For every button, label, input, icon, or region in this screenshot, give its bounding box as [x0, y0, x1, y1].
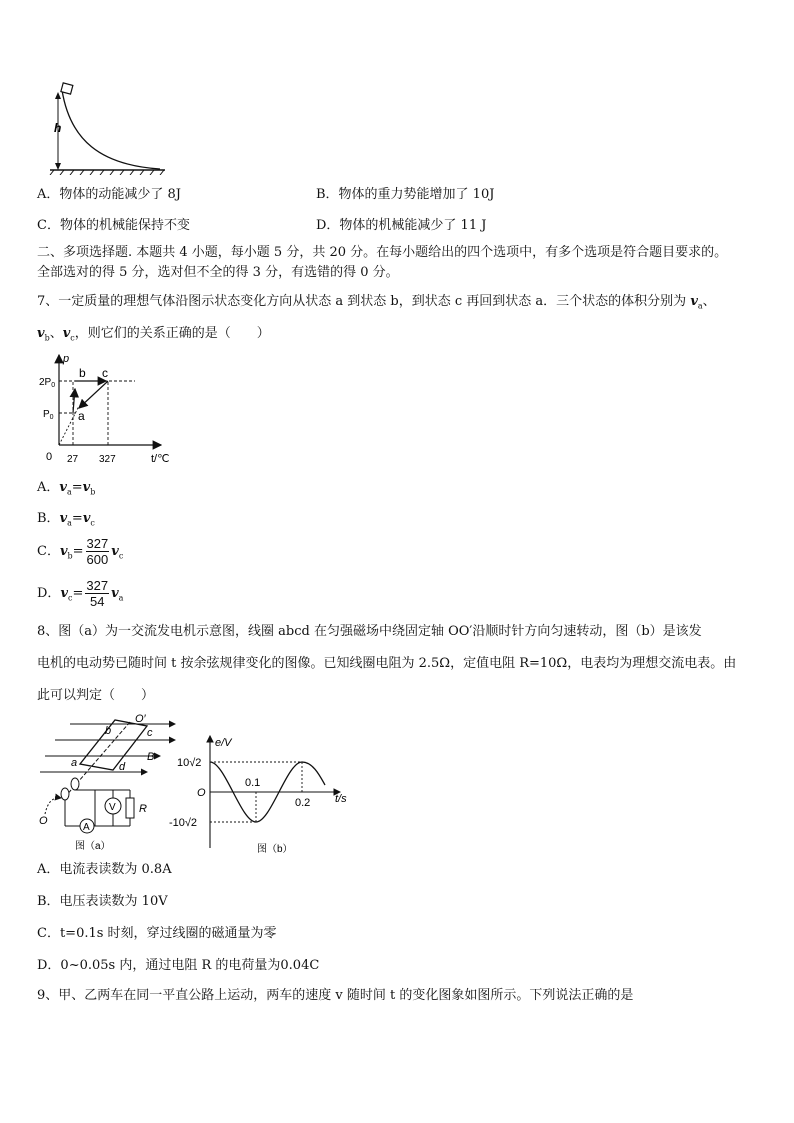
- svg-text:b: b: [105, 725, 112, 737]
- q9-stem-line1: 9、甲、乙两车在同一平直公路上运动，两车的速度 v 随时间 t 的变化图象如图所示。下列说法正确的是: [37, 988, 634, 1003]
- caption-b: 图（b）: [257, 844, 293, 855]
- y-label-2p0: $2P_0$: [39, 377, 56, 389]
- state-b-label: b: [79, 366, 86, 380]
- q7-stem-line2: $v_b$、$v_c$，则它们的关系正确的是（ ）: [37, 326, 270, 343]
- p-label: p: [63, 353, 70, 365]
- svg-text:O′: O′: [135, 713, 146, 725]
- resistor-r: [126, 798, 134, 818]
- q8-option-a: A．电流表读数为 0.8A: [37, 862, 172, 877]
- y-tick-top: 10√2: [177, 757, 202, 769]
- q8-option-b: B．电压表读数为 10V: [37, 894, 168, 909]
- q7-option-a: A．$v_a=v_b$: [37, 480, 96, 497]
- y-tick-bottom: -10√2: [169, 817, 198, 829]
- section2-line1: 二、多项选择题. 本题共 4 小题，每小题 5 分，共 20 分。在每小题给出的四个选项中，有多个选项是符合题目要求的。: [37, 245, 728, 260]
- x-tick-327: 327: [99, 454, 116, 465]
- t-tick-0.2: 0.2: [295, 797, 311, 809]
- fraction-327-54: $\frac{327}{54}$: [86, 578, 109, 609]
- origin-o: O: [197, 787, 206, 799]
- q8-option-d: D．0~0.05s 内，通过电阻 R 的电荷量为0.04C: [37, 958, 320, 973]
- q7-option-d: D．$v_c=$ $\frac{327}{54}$ $v_a$: [37, 578, 124, 609]
- emf-graph-b: [165, 730, 355, 856]
- q8-option-c: C．t=0.1s 时刻，穿过线圈的磁通量为零: [37, 926, 277, 941]
- q6-option-a: A．物体的动能减少了 8J: [37, 187, 182, 202]
- h-label: h: [54, 121, 62, 135]
- q7-option-c: C．$v_b=$ $\frac{327}{600}$ $v_c$: [37, 536, 124, 567]
- svg-text:B: B: [147, 751, 155, 763]
- origin-label: 0: [46, 451, 53, 463]
- ramp-curve: [62, 90, 160, 169]
- generator-figure-a: [35, 712, 185, 854]
- svg-text:c: c: [147, 727, 153, 739]
- svg-text:O: O: [39, 815, 48, 827]
- e-axis-label: e/V: [215, 737, 232, 749]
- coil-abcd: [80, 720, 147, 770]
- svg-text:a: a: [71, 757, 78, 769]
- q7-option-b: B．$v_a=v_c$: [37, 511, 95, 528]
- t-axis-label: t/℃: [151, 453, 170, 465]
- q6-option-b: B．物体的重力势能增加了 10J: [316, 187, 495, 202]
- fraction-327-600: $\frac{327}{600}$: [86, 536, 109, 567]
- svg-text:d: d: [119, 761, 126, 773]
- state-a-label: a: [78, 409, 85, 423]
- t-tick-0.1: 0.1: [245, 777, 261, 789]
- q8-stem-line2: 电机的电动势已随时间 t 按余弦规律变化的图像。已知线圈电阻为 2.5Ω，定值电阻 R=10Ω，电表均为理想交流电表。由: [37, 656, 737, 671]
- t-axis-label: t/s: [335, 793, 347, 805]
- caption-a: 图（a）: [75, 841, 111, 852]
- q7-text: 7、一定质量的理想气体沿图示状态变化方向从状态 a 到状态 b，到状态 c 再回到状态 a．三个状态的体积分别为: [37, 294, 687, 309]
- q6-option-c: C．物体的机械能保持不变: [37, 218, 190, 233]
- y-label-p0: $P_0$: [43, 409, 54, 421]
- block: [61, 83, 73, 94]
- q8-stem-line1: 8、图（a）为一交流发电机示意图，线圈 abcd 在匀强磁场中绕固定轴 OO′沿顺时针方向匀速转动，图（b）是该发: [37, 624, 702, 639]
- q7-stem-line1: 7、一定质量的理想气体沿图示状态变化方向从状态 a 到状态 b，到状态 c 再回到状态 a．三个状态的体积分别为 $v_a$、: [37, 294, 716, 311]
- svg-text:V: V: [109, 802, 116, 813]
- state-c-label: c: [102, 366, 108, 380]
- section2-line2: 全部选对的得 5 分，选对但不全的得 3 分，有选错的得 0 分。: [37, 265, 399, 280]
- q8-stem-line3: 此可以判定（ ）: [37, 688, 155, 703]
- q6-option-d: D．物体的机械能减少了 11 J: [316, 218, 487, 233]
- ramp-figure: [40, 80, 170, 175]
- svg-text:R: R: [139, 803, 147, 815]
- x-tick-27: 27: [67, 454, 79, 465]
- pt-graph: [35, 350, 185, 468]
- svg-text:A: A: [83, 822, 90, 833]
